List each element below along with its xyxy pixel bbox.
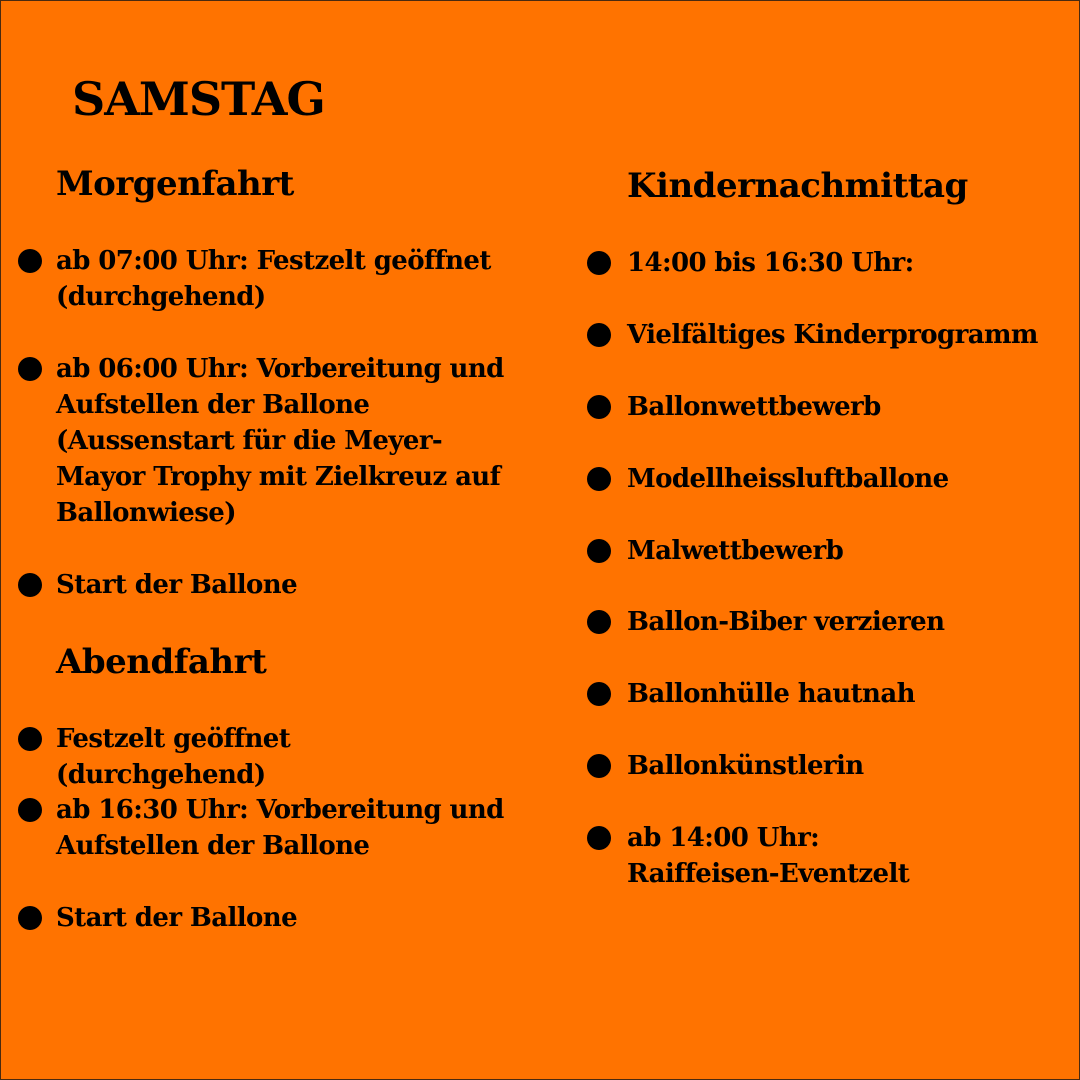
list-item-text: 14:00 bis 16:30 Uhr: xyxy=(627,248,914,278)
list-item xyxy=(627,604,1067,640)
list-item xyxy=(627,533,1067,569)
list-item-text: Ballonhülle hautnah xyxy=(627,679,915,709)
list-item-text: Ballon-Biber verzieren xyxy=(627,607,945,637)
list-item-text: ab 16:30 Uhr: Vorbereitung und Aufstellen der Ballone xyxy=(56,795,504,861)
list-item xyxy=(56,351,506,531)
section-heading-morgenfahrt: Morgenfahrt xyxy=(56,164,294,204)
list-item-text: Vielfältiges Kinderprogramm xyxy=(627,320,1038,350)
bullet-icon xyxy=(587,610,611,634)
list-item xyxy=(56,792,506,864)
bullet-icon xyxy=(587,682,611,706)
bullet-icon xyxy=(587,395,611,419)
bullet-icon xyxy=(18,249,42,273)
bullet-icon xyxy=(18,798,42,822)
list-item-text: Festzelt geöffnet (durchgehend) xyxy=(56,724,291,790)
list-item xyxy=(56,900,506,936)
list-item-text: Modellheissluftballone xyxy=(627,464,949,494)
page-title: SAMSTAG xyxy=(72,72,325,126)
list-item-text: Ballonwettbewerb xyxy=(627,392,881,422)
section-heading-abendfahrt: Abendfahrt xyxy=(56,642,267,682)
list-item-text: ab 06:00 Uhr: Vorbereitung und Aufstellen der Ballone (Aussenstart für die Meyer-Mayor Trophy mit Zielkreuz auf Ballonwiese) xyxy=(56,354,504,528)
bullet-icon xyxy=(587,754,611,778)
list-item xyxy=(627,317,1067,353)
list-item xyxy=(627,748,1067,784)
bullet-icon xyxy=(18,357,42,381)
bullet-icon xyxy=(587,826,611,850)
list-item xyxy=(56,243,506,315)
bullet-icon xyxy=(18,906,42,930)
list-item xyxy=(627,245,1067,281)
list-item xyxy=(627,676,1067,712)
list-item xyxy=(627,389,1067,425)
bullet-icon xyxy=(587,251,611,275)
bullet-icon xyxy=(587,467,611,491)
list-item xyxy=(627,461,1067,497)
list-item-text: Start der Ballone xyxy=(56,903,298,933)
bullet-icon xyxy=(18,727,42,751)
bullet-icon xyxy=(587,539,611,563)
list-item-text: Ballonkünstlerin xyxy=(627,751,864,781)
list-item xyxy=(56,567,506,603)
list-item-text: ab 07:00 Uhr: Festzelt geöffnet (durchgehend) xyxy=(56,246,491,312)
list-item-text: ab 14:00 Uhr: Raiffeisen-Eventzelt xyxy=(627,823,910,889)
list-item xyxy=(56,721,506,793)
list-item-text: Start der Ballone xyxy=(56,570,298,600)
list-item xyxy=(627,820,927,892)
bullet-icon xyxy=(587,323,611,347)
section-heading-kindernachmittag: Kindernachmittag xyxy=(627,166,968,206)
list-item-text: Malwettbewerb xyxy=(627,536,844,566)
bullet-icon xyxy=(18,573,42,597)
